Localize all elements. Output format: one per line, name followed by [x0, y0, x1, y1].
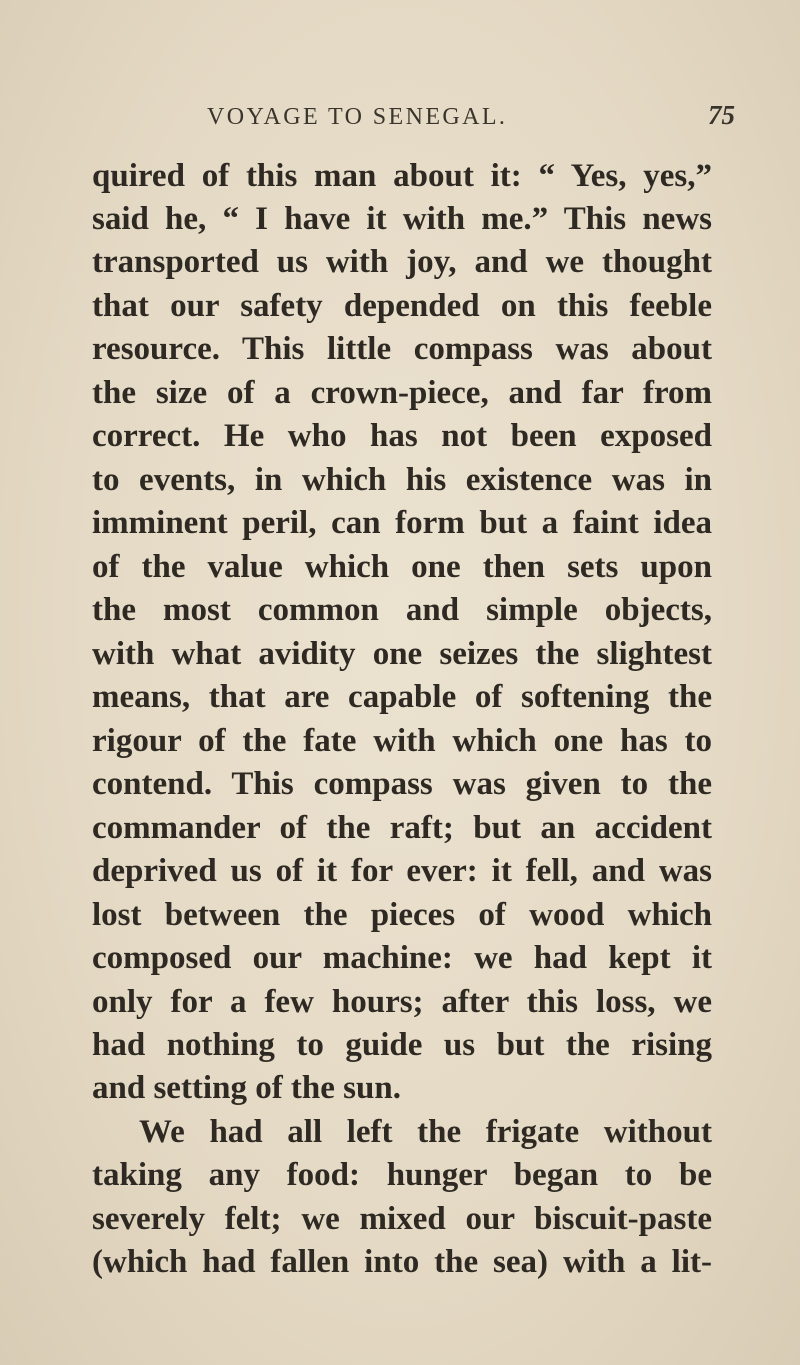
text-line: transported us with joy, and we thought	[92, 244, 712, 280]
text-line: quired of this man about it: “ Yes, yes,”	[92, 158, 712, 194]
text-line: deprived us of it for ever: it fell, and was	[92, 853, 712, 889]
text-line: the size of a crown-piece, and far from	[92, 375, 712, 411]
text-line: means, that are capable of softening the	[92, 679, 712, 715]
running-head: VOYAGE TO SENEGAL.	[207, 104, 508, 130]
text-line: of the value which one then sets upon	[92, 549, 712, 585]
text-line: rigour of the fate with which one has to	[92, 723, 712, 759]
text-line: with what avidity one seizes the slightest	[92, 636, 712, 672]
text-line: the most common and simple objects,	[92, 592, 712, 628]
text-line: taking any food: hunger began to be	[92, 1157, 712, 1193]
text-line: and setting of the sun.	[92, 1070, 401, 1106]
text-line: severely felt; we mixed our biscuit-paste	[92, 1201, 712, 1237]
text-line: commander of the raft; but an accident	[92, 810, 712, 846]
text-line: had nothing to guide us but the rising	[92, 1027, 712, 1063]
paragraph-first-line: We had all left the frigate without	[139, 1114, 712, 1150]
text-line: composed our machine: we had kept it	[92, 940, 712, 976]
text-line: only for a few hours; after this loss, we	[92, 984, 712, 1020]
text-line: that our safety depended on this feeble	[92, 288, 712, 324]
text-line: contend. This compass was given to the	[92, 766, 712, 802]
text-line: lost between the pieces of wood which	[92, 897, 712, 933]
text-line: to events, in which his existence was in	[92, 462, 712, 498]
text-line: (which had fallen into the sea) with a lit-	[92, 1244, 712, 1280]
text-line: imminent peril, can form but a faint idea	[92, 505, 712, 541]
text-line: said he, “ I have it with me.” This news	[92, 201, 712, 237]
page-number: 75	[708, 100, 735, 130]
text-line: resource. This little compass was about	[92, 331, 712, 367]
text-line: correct. He who has not been exposed	[92, 418, 712, 454]
